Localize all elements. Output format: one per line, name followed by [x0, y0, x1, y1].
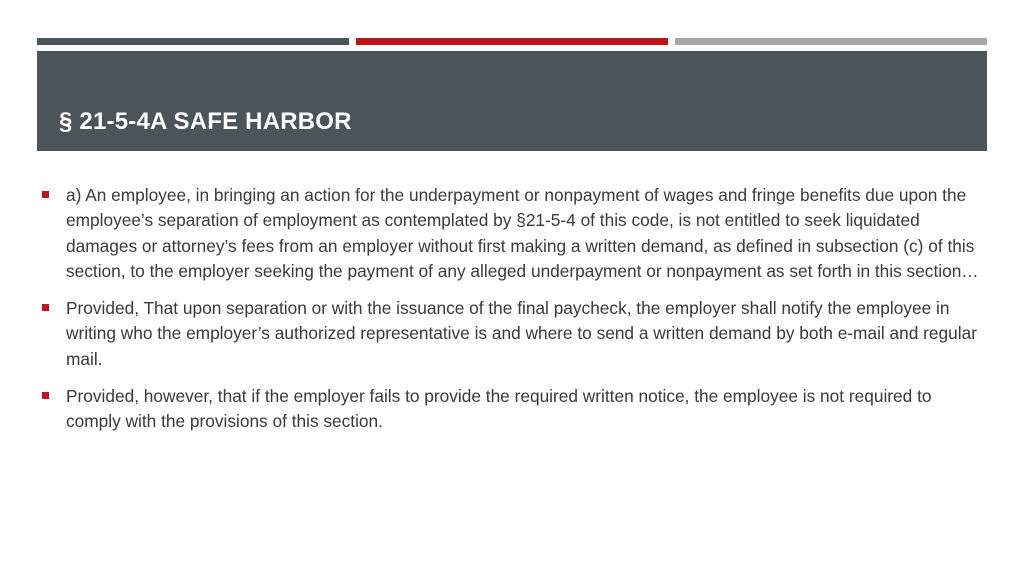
bullet-item [40, 296, 980, 372]
bullet-list [40, 183, 980, 447]
slide-title: § 21-5-4A SAFE HARBOR [59, 108, 352, 135]
square-bullet-icon [42, 304, 49, 311]
bullet-text: Provided, however, that if the employer fails to provide the required written notice, the employee is not required to comply with the provisions of this section. [66, 386, 932, 432]
bullet-text: Provided, That upon separation or with the issuance of the final paycheck, the employer shall notify the employee in writing who the employer’s authorized representative is and where to send a written demand by both e-mail and regular mail. [66, 298, 977, 369]
accent-bar-left [37, 38, 349, 45]
accent-bar-right [675, 38, 987, 45]
bullet-item [40, 183, 980, 284]
bullet-text: a) An employee, in bringing an action for the underpayment or nonpayment of wages and fringe benefits due upon the employee’s separation of employment as contemplated by §21-5-4 of this code, is not entitled to seek liquidated damages or attorney’s fees from an employer without first making a written demand, as defined in subsection (c) of this section, to the employer seeking the payment of any alleged underpayment or nonpayment as set forth in this section… [66, 185, 979, 281]
square-bullet-icon [42, 191, 49, 198]
square-bullet-icon [42, 392, 49, 399]
bullet-item [40, 384, 980, 435]
title-band [37, 51, 987, 151]
accent-bar-middle [356, 38, 668, 45]
